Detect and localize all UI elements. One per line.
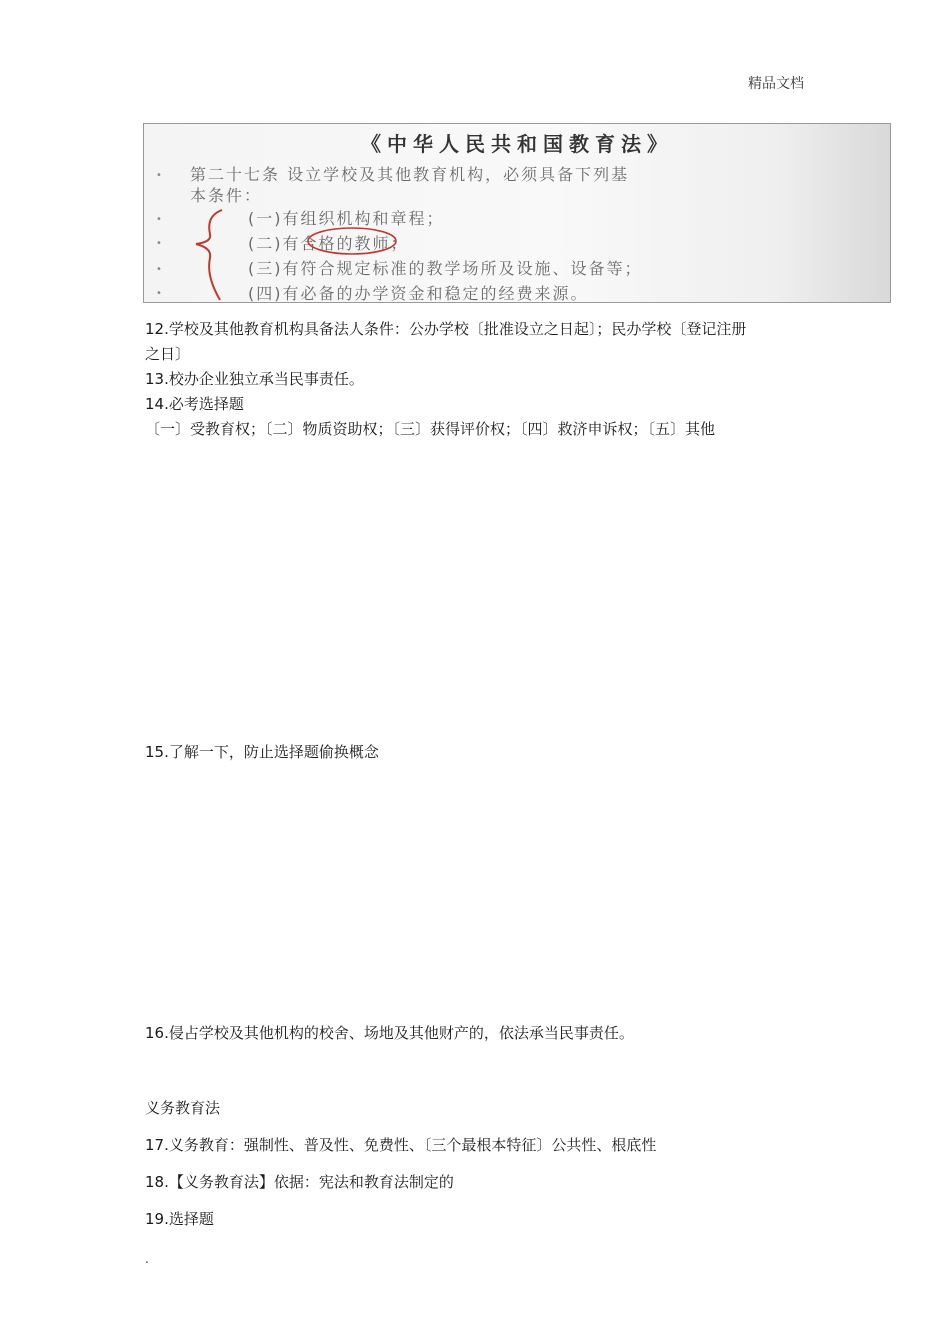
slide-item-2: (二)有合格的教师； bbox=[248, 234, 409, 253]
slide-article-line-cont: 本条件： bbox=[190, 186, 263, 205]
section-heading: 义务教育法 bbox=[145, 1099, 221, 1117]
item-19: 19.选择题 bbox=[145, 1210, 214, 1228]
bullet-icon: • bbox=[156, 170, 162, 181]
bullet-icon: • bbox=[156, 264, 162, 275]
item-12-line2: 之日〕 bbox=[145, 345, 191, 363]
slide-item-1: (一)有组织机构和章程； bbox=[248, 209, 445, 228]
slide-item-4: (四)有必备的办学资金和稳定的经费来源。 bbox=[248, 284, 589, 303]
item-13: 13.校办企业独立承当民事责任。 bbox=[145, 370, 364, 388]
red-circle-mark bbox=[308, 228, 396, 254]
item-14-list: 〔一〕受教育权；〔二〕物质资助权；〔三〕获得评价权；〔四〕救济申诉权；〔五〕其他 bbox=[145, 420, 716, 438]
slide-item-3: (三)有符合规定标准的教学场所及设施、设备等； bbox=[248, 259, 643, 278]
header-watermark: 精品文档 bbox=[748, 76, 804, 92]
slide-article-line: 第二十七条 设立学校及其他教育机构，必须具备下列基 bbox=[190, 165, 630, 184]
red-brace-mark bbox=[196, 210, 222, 300]
item-16: 16.侵占学校及其他机构的校舍、场地及其他财产的，依法承当民事责任。 bbox=[145, 1024, 634, 1042]
item-17: 17.义务教育：强制性、普及性、免费性、〔三个最根本特征〕公共性、根底性 bbox=[145, 1136, 657, 1154]
bullet-icon: • bbox=[156, 238, 162, 249]
bullet-icon: • bbox=[156, 214, 162, 225]
trailing-dot: . bbox=[145, 1252, 149, 1266]
law-slide-image bbox=[143, 123, 891, 303]
item-18: 18.【义务教育法】依据：宪法和教育法制定的 bbox=[145, 1173, 454, 1191]
bullet-icon: • bbox=[156, 288, 162, 299]
item-15: 15.了解一下，防止选择题偷换概念 bbox=[145, 743, 379, 761]
slide-title: 《中华人民共和国教育法》 bbox=[361, 132, 673, 156]
item-12-line1: 12.学校及其他教育机构具备法人条件：公办学校〔批准设立之日起〕；民办学校〔登记注册 bbox=[145, 320, 747, 338]
red-annotation-marks bbox=[144, 124, 891, 303]
item-14: 14.必考选择题 bbox=[145, 395, 244, 413]
